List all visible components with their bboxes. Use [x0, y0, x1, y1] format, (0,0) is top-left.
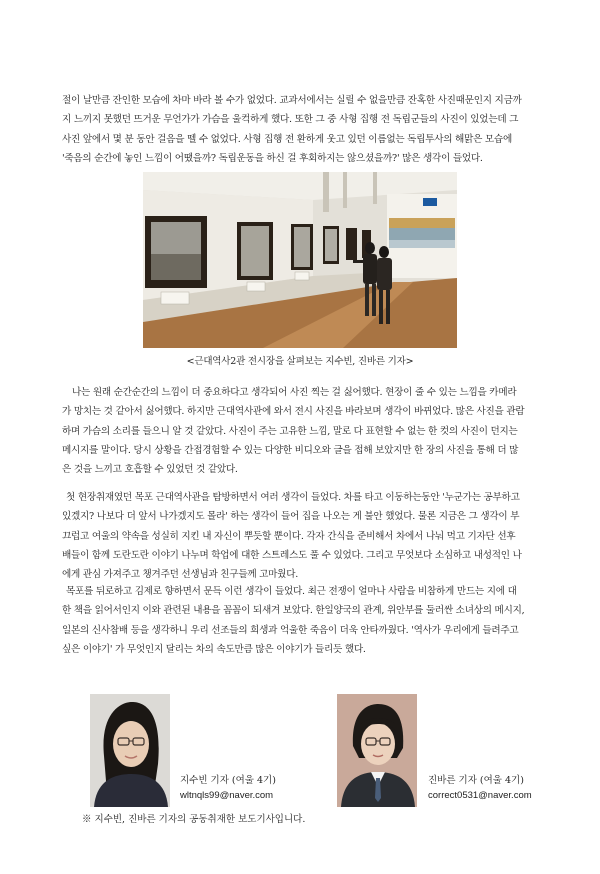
reporter-portrait-1: [90, 694, 170, 807]
article-paragraph-1: [62, 91, 542, 168]
paragraph-line: 절이 날만큼 잔인한 모습에 차마 바라 볼 수가 없었다. 교과서에서는 실릴 수 없을만큼 잔혹한 사진때문인지 지금까: [62, 95, 522, 106]
article-paragraph-4: [62, 582, 542, 659]
paragraph-line: 끄럽고 여울의 약속을 성실히 지킨 내 자신이 뿌듯할 뿐이다. 각자 간식을 준비해서 차에서 나눠 먹고 기자단 선후: [62, 530, 516, 542]
reporter-name-1: 지수빈 기자 (여울 4기): [180, 775, 276, 786]
paragraph-line: 에게 관심 가져주고 챙겨주던 선생님과 친구들께 고마웠다.: [62, 569, 299, 581]
paragraph-line: 목포를 뒤로하고 김제로 향하면서 문득 이런 생각이 들었다. 최근 전쟁이 얼마나 사람을 비참하게 만드는 지에 대: [66, 586, 517, 597]
footnote: ※ 지수빈, 진바른 기자의 공동취재한 보도기사입니다.: [82, 814, 306, 825]
exhibition-photo: [143, 172, 457, 348]
paragraph-line: 있겠지? 나보다 더 앞서 나가겠지도 몰라' 하는 생각이 들어 집을 나오는 게 불안 했었다. 물론 지금은 그 생각이 부: [62, 511, 520, 523]
paragraph-line: 나는 원래 순간순간의 느낌이 더 중요하다고 생각되어 사진 찍는 걸 싫어했다. 현장이 줄 수 있는 느낌을 카메라: [72, 387, 517, 398]
article-paragraph-3: [62, 488, 542, 584]
paragraph-line: 사진 앞에서 몇 분 동안 걸음을 뗄 수 없었다. 사형 집행 전 환하게 웃고 있던 이름없는 독립투사의 해맑은 모습에: [62, 133, 512, 145]
photo-caption: <근대역사2관 전시장을 살펴보는 지수빈, 진바른 기자>: [186, 356, 414, 367]
reporter-email-2[interactable]: correct0531@naver.com: [428, 790, 532, 801]
paragraph-line: '죽음의 순간에 놓인 느낌이 어땠을까? 독립운동을 하신 걸 후회하지는 않으셨을까?' 많은 생각이 들었다.: [62, 152, 483, 164]
paragraph-line: 일본의 신사참배 등을 생각하니 우리 선조들의 희생과 억울한 죽음이 더욱 안타까웠다. '역사가 우리에게 들려주고: [62, 624, 519, 636]
paragraph-line: 싶은 이야기' 가 무엇인지 달리는 차의 속도만큼 많은 이야기가 들리듯 했다.: [62, 643, 366, 655]
reporter-photo-2: [337, 694, 417, 807]
paragraph-line: 배들이 함께 도란도란 이야기 나누며 학업에 대한 스트레스도 풀 수 있었다. 그리고 무엇보다 소심하고 내성적인 나: [62, 549, 522, 561]
reporter-photo-1: [90, 694, 170, 807]
paragraph-line: 가 망치는 것 같아서 싫어했다. 하지만 근대역사관에 와서 전시 사진을 바라보며 생각이 바뀌었다. 많은 사진을 관람: [62, 406, 525, 418]
paragraph-line: 하며 가슴의 소리를 들으니 알 것 같았다. 사진이 주는 고유한 느낌, 말로 다 표현할 수 없는 한 컷의 사진이 던지는: [62, 425, 518, 437]
exhibition-hall-illustration: [143, 172, 457, 348]
reporter-email-1[interactable]: wltnqls99@naver.com: [180, 790, 274, 801]
paragraph-line: 은 것을 느끼고 호흡할 수 있었던 것 같았다.: [62, 464, 238, 476]
paragraph-line: 메시지를 말이다. 당시 상황을 간접경험할 수 있는 다양한 비디오와 글을 접해 보았지만 한 장의 사진을 통해 더 많: [62, 444, 519, 456]
paragraph-line: 첫 현장취재였던 목포 근대역사관을 탐방하면서 여러 생각이 들었다. 차를 타고 이동하는동안 '누군가는 공부하고: [66, 492, 520, 503]
article-paragraph-2: [62, 383, 542, 479]
paragraph-line: 지 느끼지 못했던 뜨거운 무언가가 가슴을 울컥하게 했다. 또한 그 중 사형 집행 전 독립군들의 사진이 있었는데 그: [62, 114, 519, 126]
reporter-portrait-2: [337, 694, 417, 807]
paragraph-line: 한 책을 읽어서인지 이와 관련된 내용을 꼼꼼이 되새겨 보았다. 한일양국의 관계, 위안부를 둘러싼 소녀상의 메시지,: [62, 605, 525, 617]
reporter-name-2: 진바른 기자 (여울 4기): [428, 775, 524, 786]
